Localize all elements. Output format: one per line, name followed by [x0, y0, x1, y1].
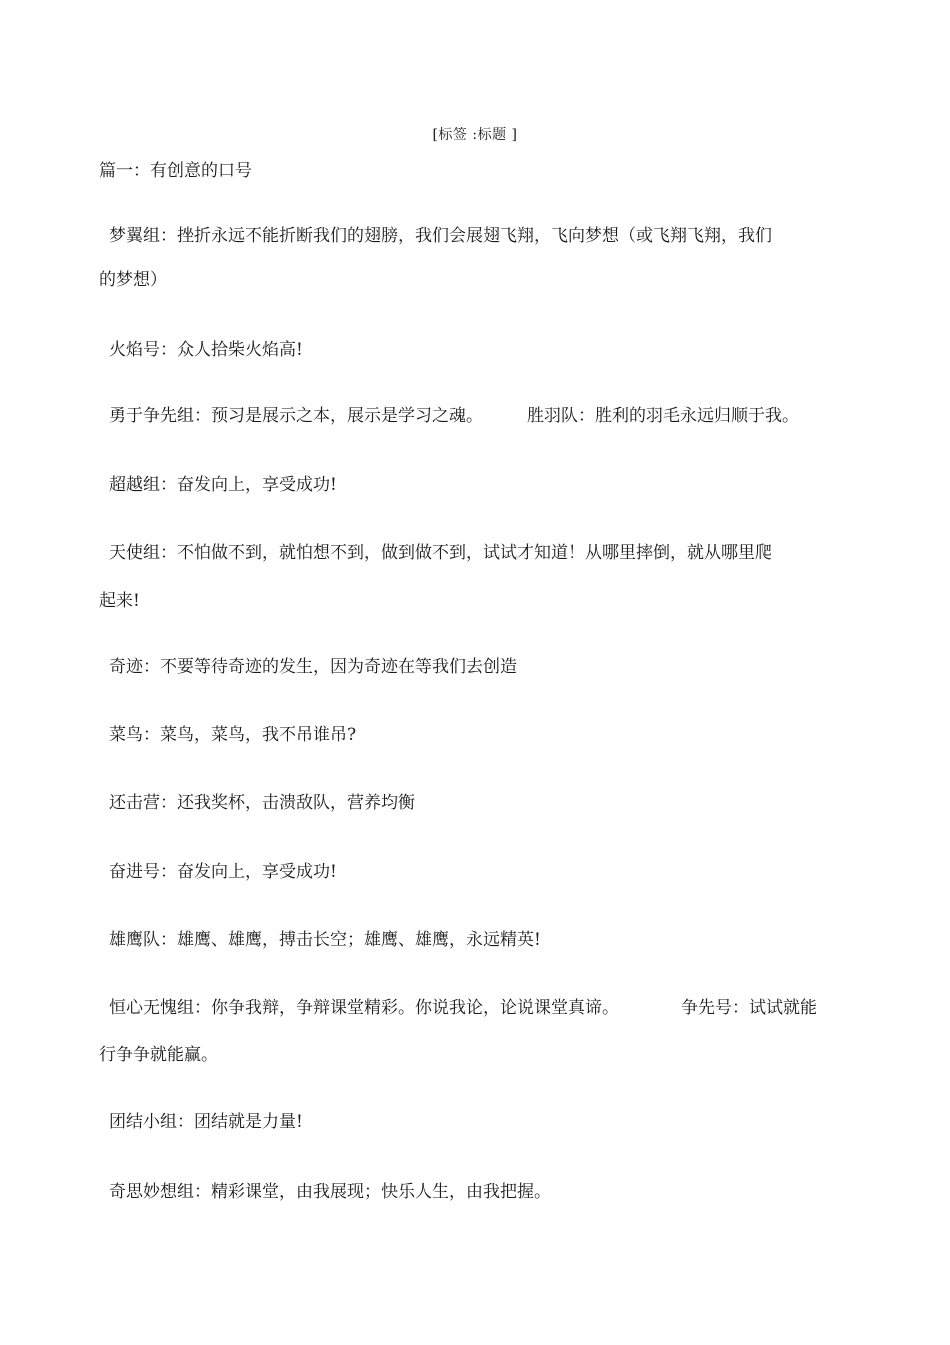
slogan-cainiao: 菜鸟：菜鸟，菜鸟，我不吊谁吊?	[109, 725, 357, 745]
slogan-yongyu: 勇于争先组：预习是展示之本，展示是学习之魂。	[109, 406, 483, 426]
slogan-mengyi-line1: 梦翼组：挫折永远不能折断我们的翅膀，我们会展翅飞翔，飞向梦想（或飞翔飞翔，我们	[109, 226, 772, 246]
slogan-zhengxian-line2: 行争争就能赢。	[99, 1045, 218, 1065]
slogan-xiongying: 雄鹰队：雄鹰、雄鹰，搏击长空；雄鹰、雄鹰，永远精英!	[109, 930, 541, 950]
slogan-qisi: 奇思妙想组：精彩课堂，由我展现；快乐人生，由我把握。	[109, 1182, 551, 1202]
header-tag: [标签 :标题 ]	[432, 127, 518, 143]
slogan-shengyu: 胜羽队：胜利的羽毛永远归顺于我。	[527, 406, 799, 426]
slogan-zhengxian: 争先号：试试就能	[681, 998, 817, 1018]
slogan-mengyi-line2: 的梦想）	[99, 270, 167, 290]
section-title: 篇一：有创意的口号	[99, 161, 252, 181]
slogan-huanji: 还击营：还我奖杯，击溃敌队，营养均衡	[109, 793, 415, 813]
slogan-tianshi-line1: 天使组：不怕做不到，就怕想不到，做到做不到，试试才知道！从哪里摔倒，就从哪里爬	[109, 543, 772, 563]
slogan-tuanjie: 团结小组：团结就是力量!	[109, 1112, 303, 1132]
slogan-huoyan: 火焰号：众人拾柴火焰高!	[109, 340, 303, 360]
slogan-tianshi-line2: 起来!	[99, 591, 140, 611]
slogan-yongyu-row	[109, 404, 799, 428]
slogan-chaoyue: 超越组：奋发向上，享受成功!	[109, 475, 337, 495]
slogan-hengxin: 恒心无愧组：你争我辩，争辩课堂精彩。你说我论，论说课堂真谛。	[109, 998, 619, 1018]
slogan-qiji: 奇迹：不要等待奇迹的发生，因为奇迹在等我们去创造	[109, 657, 517, 677]
slogan-fenjin: 奋进号：奋发向上，享受成功!	[109, 862, 337, 882]
slogan-hengxin-row	[109, 996, 817, 1020]
